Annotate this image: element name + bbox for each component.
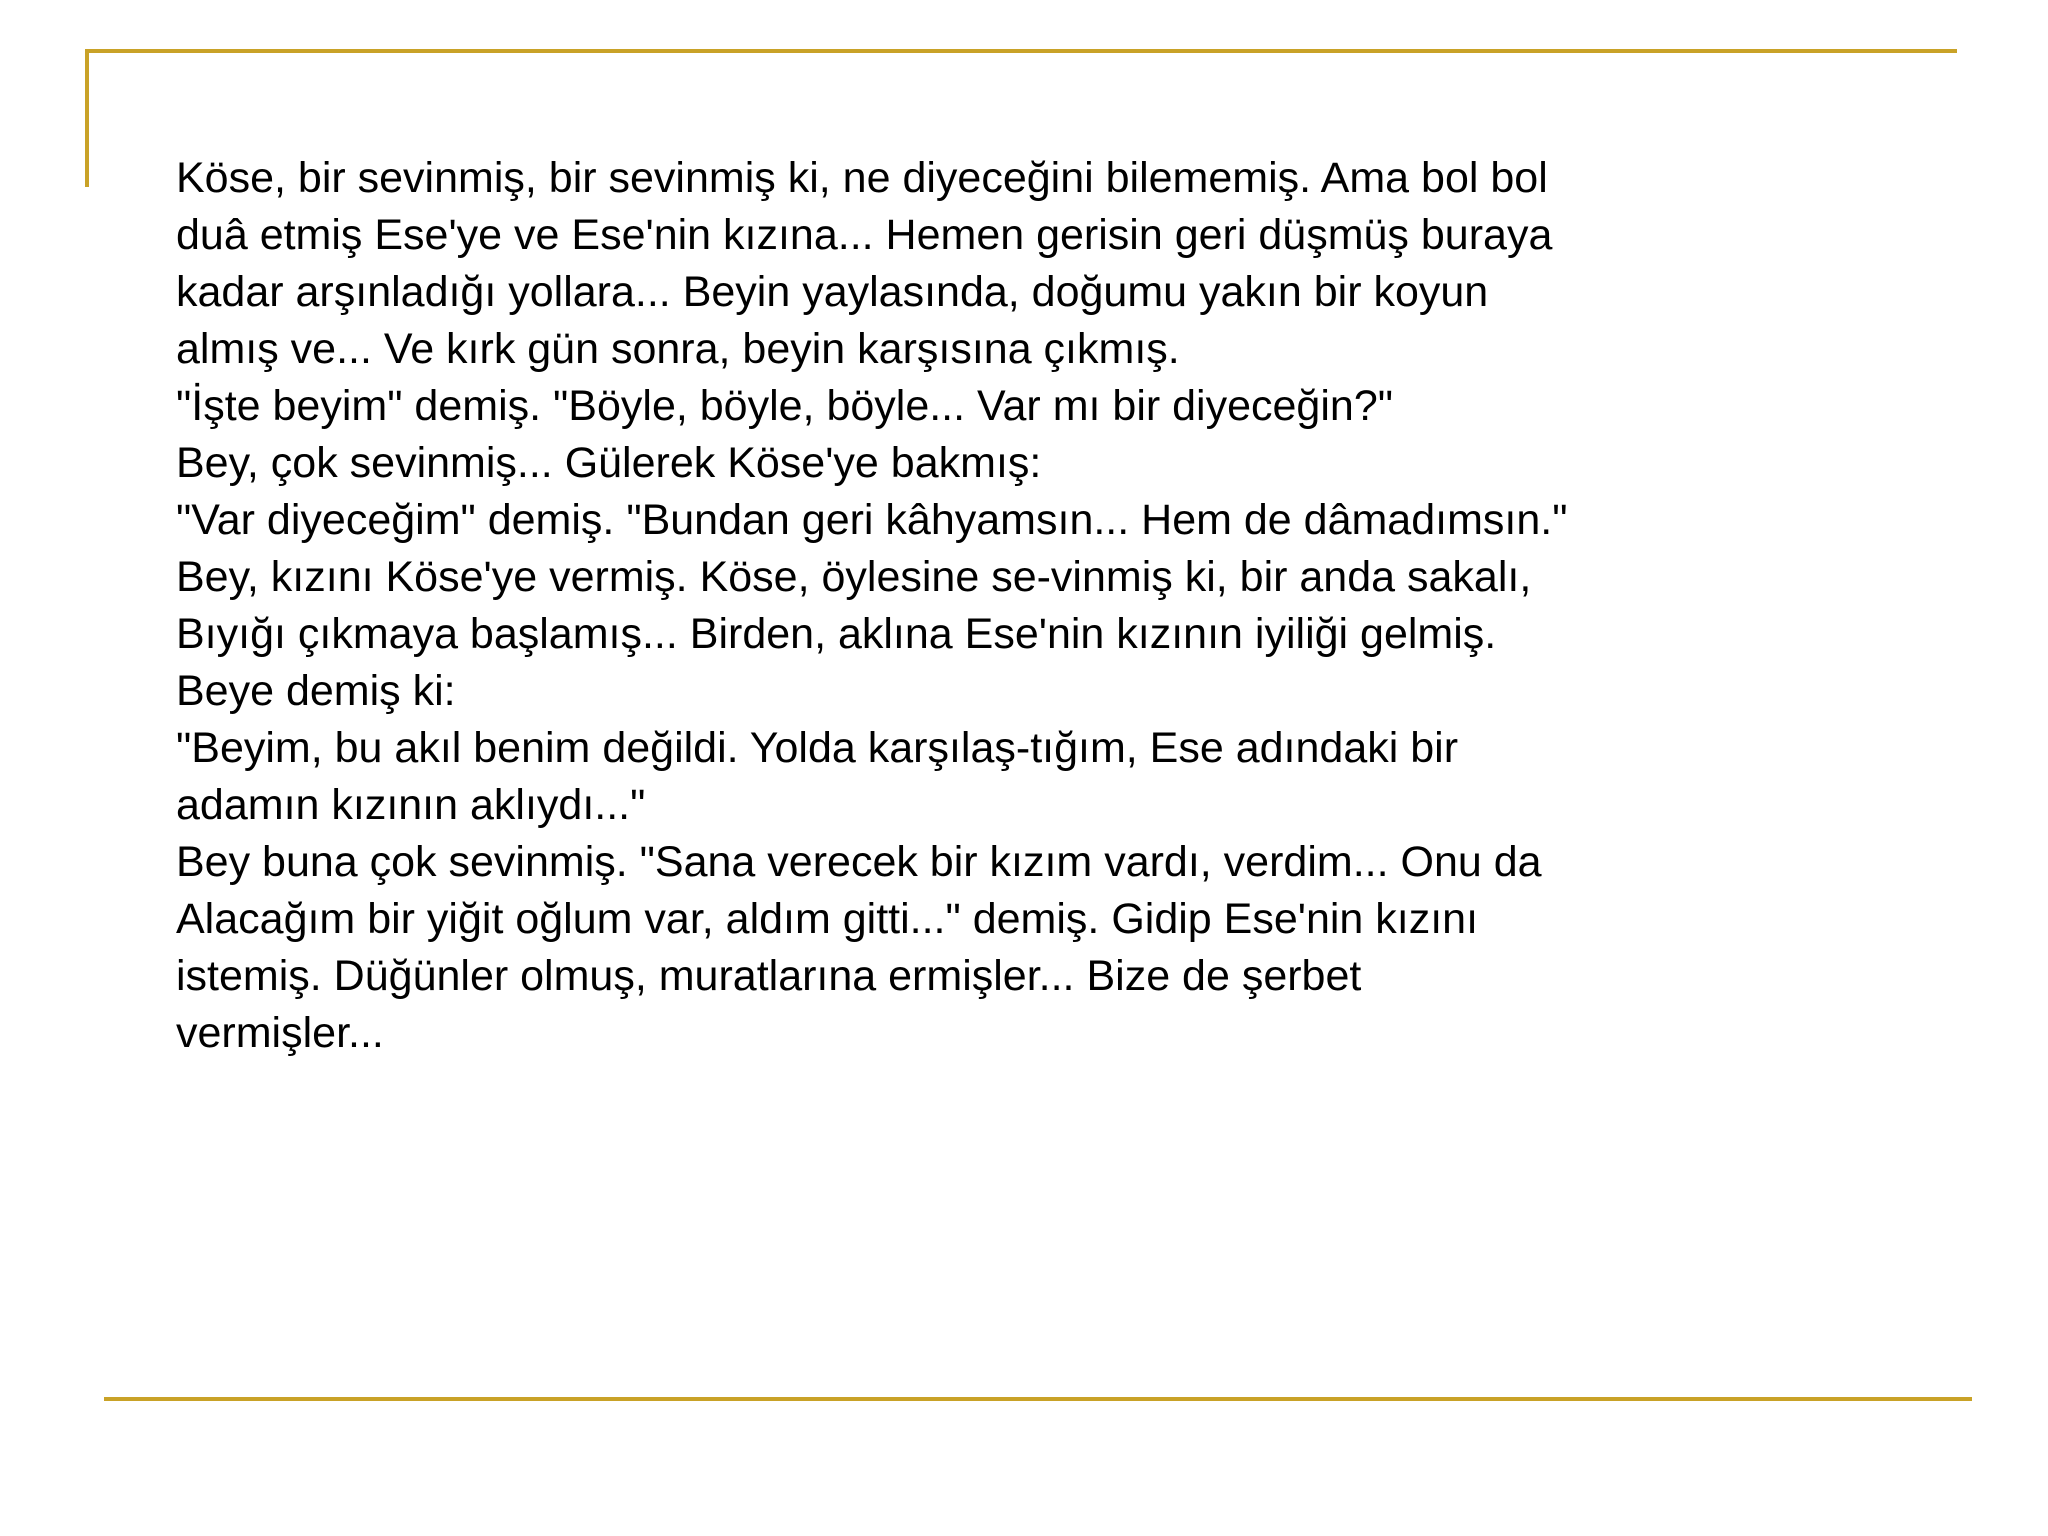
body-line: Bey, kızını Köse'ye vermiş. Köse, öylesine se-vinmiş ki, bir anda sakalı, [176, 553, 1532, 601]
slide-body-text [176, 150, 1796, 1062]
body-line: kadar arşınladığı yollara... Beyin yaylasında, doğumu yakın bir koyun [176, 268, 1489, 316]
top-accent-rule [85, 49, 1957, 53]
body-line: Alacağım bir yiğit oğlum var, aldım gitti..." demiş. Gidip Ese'nin kızını [176, 895, 1479, 943]
bottom-accent-rule [104, 1397, 1972, 1401]
left-accent-rule [85, 49, 89, 187]
body-line: "Var diyeceğim" demiş. "Bundan geri kâhyamsın... Hem de dâmadımsın." [176, 496, 1568, 544]
body-line: duâ etmiş Ese'ye ve Ese'nin kızına... Hemen gerisin geri düşmüş buraya [176, 211, 1553, 259]
body-line: Bey, çok sevinmiş... Gülerek Köse'ye bakmış: [176, 439, 1042, 487]
body-line: Beye demiş ki: [176, 667, 456, 715]
body-line: almış ve... Ve kırk gün sonra, beyin karşısına çıkmış. [176, 325, 1180, 373]
body-line: istemiş. Düğünler olmuş, muratlarına ermişler... Bize de şerbet [176, 952, 1362, 1000]
body-line: Köse, bir sevinmiş, bir sevinmiş ki, ne diyeceğini bilememiş. Ama bol bol [176, 154, 1548, 202]
body-line: Bıyığı çıkmaya başlamış... Birden, aklına Ese'nin kızının iyiliği gelmiş. [176, 610, 1497, 658]
body-line: adamın kızının aklıydı..." [176, 781, 646, 829]
body-line: vermişler... [176, 1009, 384, 1057]
body-line: Bey buna çok sevinmiş. "Sana verecek bir kızım vardı, verdim... Onu da [176, 838, 1542, 886]
body-line: "Beyim, bu akıl benim değildi. Yolda karşılaş-tığım, Ese adındaki bir [176, 724, 1459, 772]
body-line: "İşte beyim" demiş. "Böyle, böyle, böyle... Var mı bir diyeceğin?" [176, 382, 1393, 430]
